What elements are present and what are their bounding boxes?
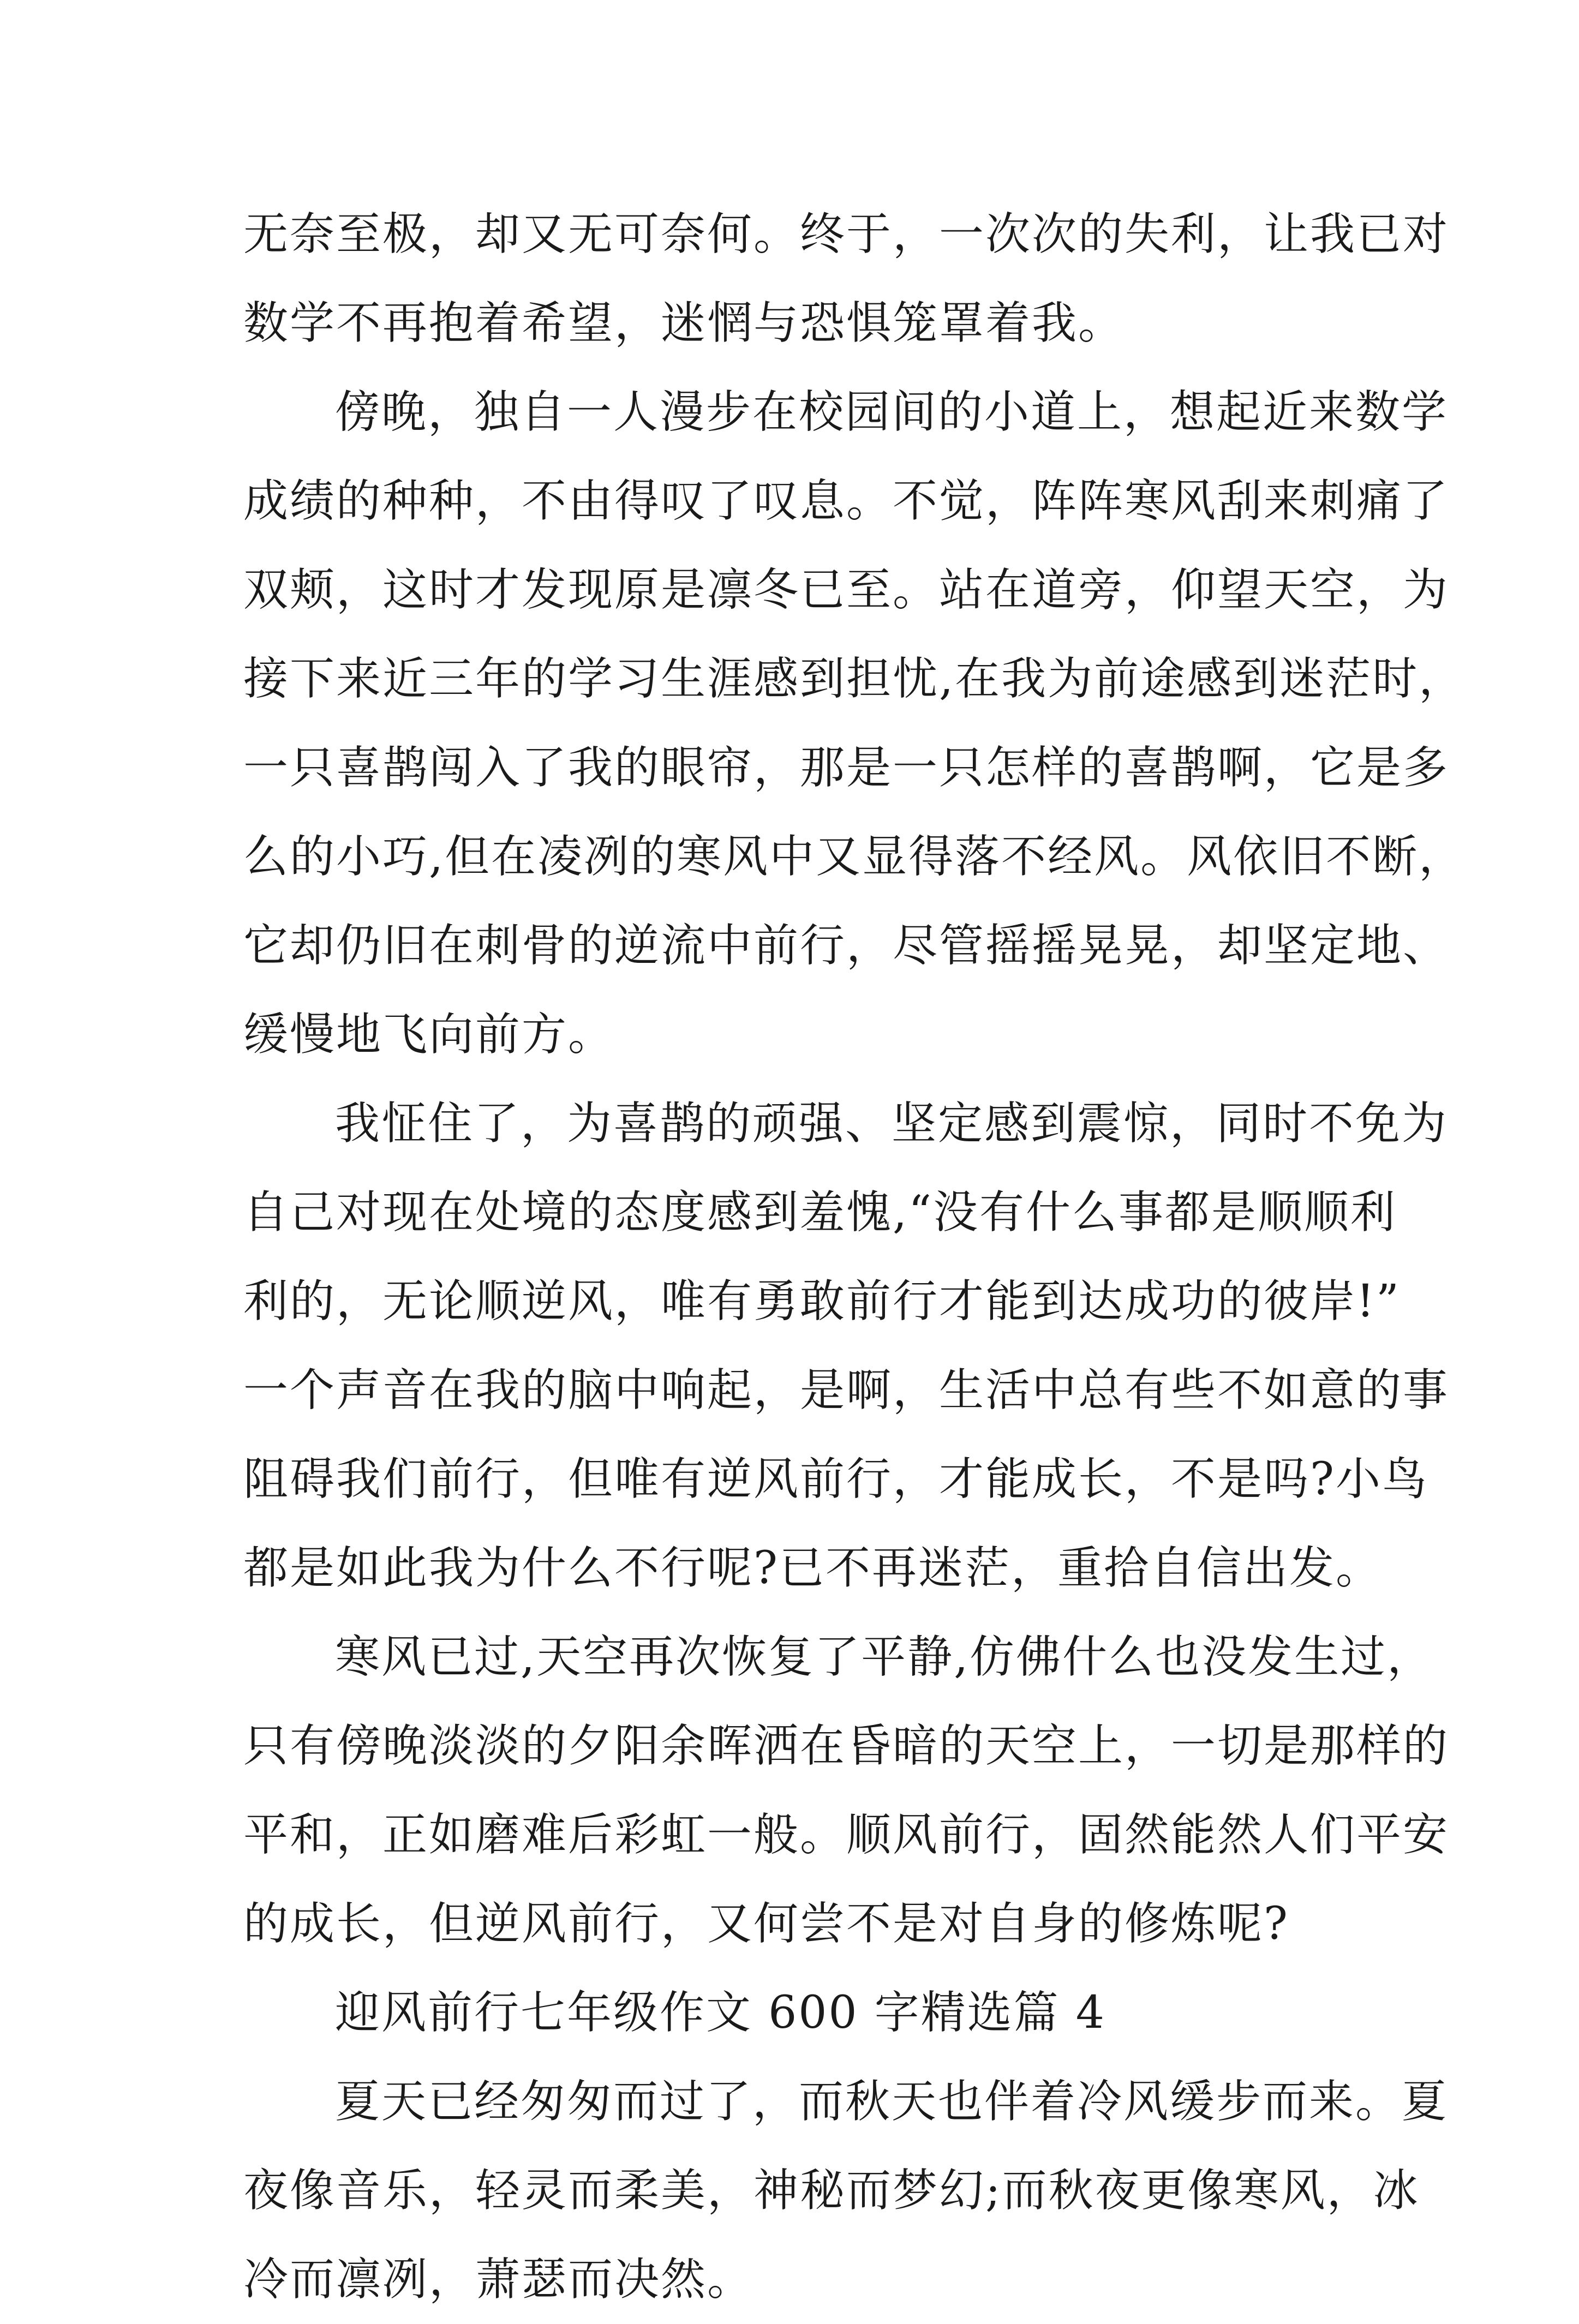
text-line: 一只喜鹊闯入了我的眼帘，那是一只怎样的喜鹊啊，它是多 bbox=[243, 742, 1450, 794]
text-line: 数学不再抱着希望，迷惘与恐惧笼罩着我。 bbox=[243, 297, 1125, 349]
text-line: 夜像音乐，轻灵而柔美，神秘而梦幻;而秋夜更像寒风，冰 bbox=[243, 2165, 1420, 2217]
text-line: 缓慢地飞向前方。 bbox=[243, 1009, 615, 1061]
text-line: 阻碍我们前行，但唯有逆风前行，才能成长，不是吗?小鸟 bbox=[243, 1453, 1428, 1505]
text-line: 傍晚，独自一人漫步在校园间的小道上，想起近来数学 bbox=[335, 386, 1449, 438]
text-line: 平和，正如磨难后彩虹一般。顺风前行，固然能然人们平安 bbox=[243, 1809, 1450, 1861]
text-line: 自己对现在处境的态度感到羞愧,“没有什么事都是顺顺利 bbox=[243, 1187, 1397, 1238]
text-line: 一个声音在我的脑中响起，是啊，生活中总有些不如意的事 bbox=[243, 1364, 1450, 1416]
text-line: 无奈至极，却又无可奈何。终于，一次次的失利，让我已对 bbox=[243, 208, 1450, 260]
text-line: 只有傍晚淡淡的夕阳余晖洒在昏暗的天空上，一切是那样的 bbox=[243, 1720, 1450, 1772]
text-line: 它却仍旧在刺骨的逆流中前行，尽管摇摇晃晃，却坚定地、 bbox=[243, 920, 1450, 972]
text-line: 成绩的种种，不由得叹了叹息。不觉，阵阵寒风刮来刺痛了 bbox=[243, 475, 1450, 527]
text-line: 夏天已经匆匆而过了，而秋天也伴着冷风缓步而来。夏 bbox=[335, 2076, 1449, 2128]
text-line: 迎风前行七年级作文 600 字精选篇 4 bbox=[335, 1987, 1106, 2039]
text-line: 利的，无论顺逆风，唯有勇敢前行才能到达成功的彼岸!” bbox=[243, 1275, 1401, 1327]
text-line: 的成长，但逆风前行，又何尝不是对自身的修炼呢? bbox=[243, 1898, 1289, 1950]
text-line: 么的小巧,但在凌冽的寒风中又显得落不经风。风依旧不断， bbox=[243, 831, 1466, 883]
text-line: 双颊，这时才发现原是凛冬已至。站在道旁，仰望天空，为 bbox=[243, 564, 1450, 616]
text-line: 寒风已过,天空再次恢复了平静,仿佛什么也没发生过， bbox=[335, 1631, 1434, 1683]
essay-text bbox=[243, 190, 1466, 2324]
text-line: 接下来近三年的学习生涯感到担忧,在我为前途感到迷茫时， bbox=[243, 653, 1466, 705]
text-line: 我怔住了，为喜鹊的顽强、坚定感到震惊，同时不免为 bbox=[335, 1098, 1449, 1149]
text-line: 冷而凛冽，萧瑟而决然。 bbox=[243, 2254, 754, 2305]
text-line: 都是如此我为什么不行呢?已不再迷茫，重拾自信出发。 bbox=[243, 1542, 1382, 1594]
